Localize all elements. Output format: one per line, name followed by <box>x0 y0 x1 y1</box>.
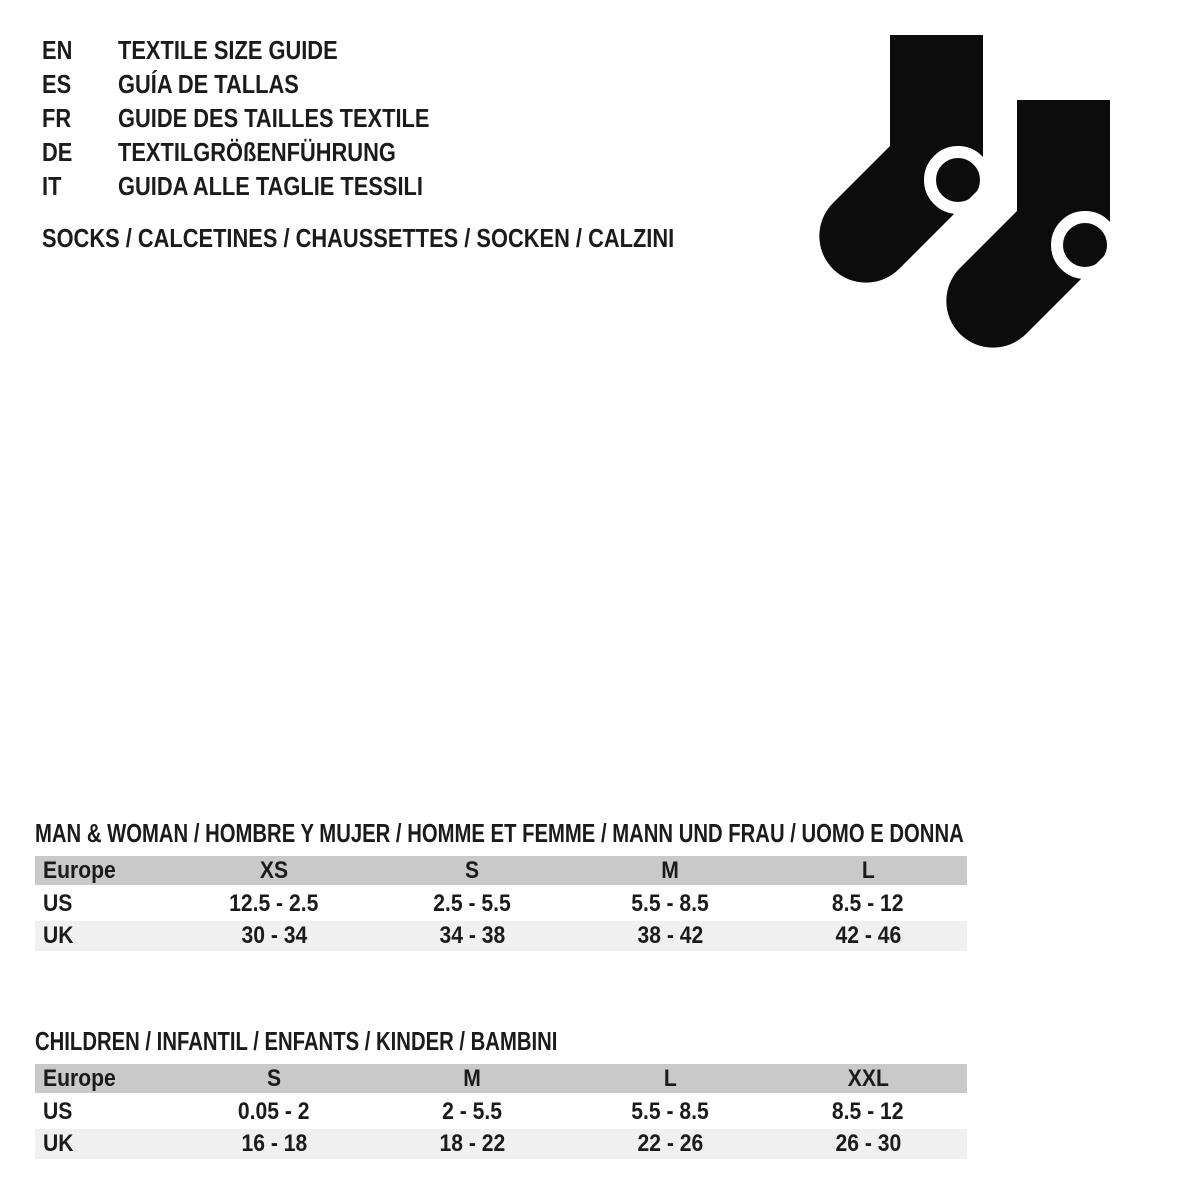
column-header: L <box>861 856 875 884</box>
language-row-es <box>42 69 333 99</box>
table-row <box>35 888 967 920</box>
language-label: TEXTILE SIZE GUIDE <box>118 35 338 65</box>
table-header-row <box>35 856 967 885</box>
table-row <box>35 921 967 951</box>
language-row-it <box>42 171 481 201</box>
product-categories-line: SOCKS / CALCETINES / CHAUSSETTES / SOCKEN / CALZINI <box>42 223 675 253</box>
column-header: M <box>661 856 679 884</box>
size-value-cell: 42 - 46 <box>835 922 901 949</box>
column-header: L <box>663 1064 677 1092</box>
size-value-cell: 2.5 - 5.5 <box>433 890 511 917</box>
size-value-cell: 2 - 5.5 <box>442 1098 502 1125</box>
language-row-de <box>42 137 449 167</box>
language-code: FR <box>42 103 72 133</box>
row-label: UK <box>43 922 74 949</box>
socks-icon <box>810 35 1110 350</box>
size-value-cell: 34 - 38 <box>439 922 505 949</box>
language-label: GUÍA DE TALLAS <box>118 69 299 99</box>
language-label: GUIDA ALLE TAGLIE TESSILI <box>118 171 423 201</box>
table-title: CHILDREN / INFANTIL / ENFANTS / KINDER / BAMBINI <box>35 1026 558 1056</box>
column-header: Europe <box>43 856 116 884</box>
size-value-cell: 0.05 - 2 <box>238 1098 310 1125</box>
language-code: IT <box>42 171 62 201</box>
size-value-cell: 18 - 22 <box>439 1130 505 1157</box>
size-value-cell: 5.5 - 8.5 <box>631 890 709 917</box>
column-header: XS <box>259 856 289 884</box>
children-size-table <box>35 1028 967 1168</box>
men-women-size-table <box>35 820 967 960</box>
size-value-cell: 30 - 34 <box>241 922 307 949</box>
table-header-row <box>35 1064 967 1093</box>
language-row-en <box>42 35 379 65</box>
size-value-cell: 8.5 - 12 <box>832 1098 904 1125</box>
column-header: M <box>463 1064 481 1092</box>
language-row-fr <box>42 103 489 133</box>
column-header: S <box>464 856 480 884</box>
size-value-cell: 16 - 18 <box>241 1130 307 1157</box>
socks-icon-svg <box>810 35 1110 350</box>
language-label: TEXTILGRÖßENFÜHRUNG <box>118 137 396 167</box>
language-code: EN <box>42 35 73 65</box>
size-value-cell: 22 - 26 <box>637 1130 703 1157</box>
language-code: DE <box>42 137 73 167</box>
column-header: S <box>266 1064 282 1092</box>
language-label: GUIDE DES TAILLES TEXTILE <box>118 103 430 133</box>
table-title: MAN & WOMAN / HOMBRE Y MUJER / HOMME ET FEMME / MANN UND FRAU / UOMO E DONNA <box>35 818 964 848</box>
size-value-cell: 12.5 - 2.5 <box>229 890 319 917</box>
size-value-cell: 26 - 30 <box>835 1130 901 1157</box>
language-code: ES <box>42 69 72 99</box>
row-label: UK <box>43 1130 74 1157</box>
size-value-cell: 5.5 - 8.5 <box>631 1098 709 1125</box>
table-row <box>35 1096 967 1128</box>
size-value-cell: 8.5 - 12 <box>832 890 904 917</box>
row-label: US <box>43 890 73 917</box>
table-row <box>35 1129 967 1159</box>
row-label: US <box>43 1098 73 1125</box>
column-header: Europe <box>43 1064 116 1092</box>
size-value-cell: 38 - 42 <box>637 922 703 949</box>
column-header: XXL <box>847 1064 889 1092</box>
